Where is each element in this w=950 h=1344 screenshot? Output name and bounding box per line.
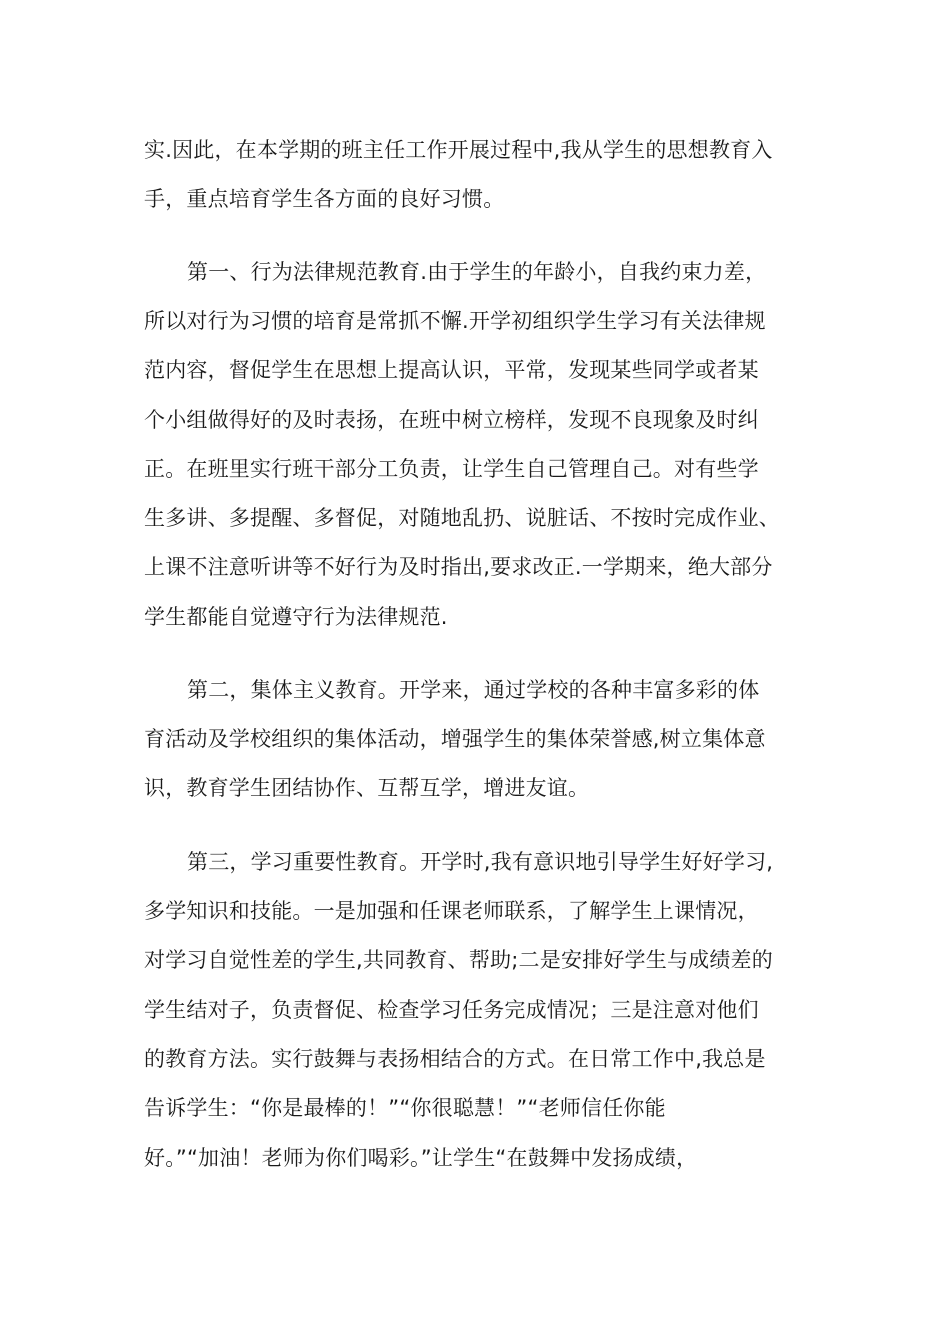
p3-line-3: 对学习自觉性差的学生,共同教育、帮助;二是安排好学生与成绩差的: [144, 948, 773, 972]
p1-line-3: 范内容，督促学生在思想上提高认识，平常，发现某些同学或者某: [144, 358, 759, 382]
p3-line-4: 学生结对子，负责督促、检查学习任务完成情况；三是注意对他们: [144, 998, 759, 1022]
p1-line-6: 生多讲、多提醒、多督促，对随地乱扔、说脏话、不按时完成作业、: [144, 506, 780, 530]
intro-line-2: 手，重点培育学生各方面的良好习惯。: [144, 187, 505, 211]
p2-line-1: 第二，集体主义教育。开学来，通过学校的各种丰富多彩的体: [187, 678, 760, 702]
p3-line-1: 第三，学习重要性教育。开学时,我有意识地引导学生好好学习,: [187, 850, 774, 874]
p3-line-2: 多学知识和技能。一是加强和任课老师联系，了解学生上课情况，: [144, 899, 759, 923]
p1-line-7: 上课不注意听讲等不好行为及时指出,要求改正.一学期来，绝大部分: [144, 555, 773, 579]
p1-line-5: 正。在班里实行班干部分工负责，让学生自己管理自己。对有些学: [144, 457, 759, 481]
p3-line-7: 好。”“加油！老师为你们喝彩。”让学生“在鼓舞中发扬成绩，: [144, 1146, 698, 1170]
intro-line-1: 实.因此，在本学期的班主任工作开展过程中,我从学生的思想教育入: [144, 138, 773, 162]
p1-line-1: 第一、行为法律规范教育.由于学生的年龄小，自我约束力差，: [187, 260, 767, 284]
p1-line-8: 学生都能自觉遵守行为法律规范.: [144, 605, 448, 629]
p2-line-2: 育活动及学校组织的集体活动，增强学生的集体荣誉感,树立集体意: [144, 727, 766, 751]
p2-line-3: 识，教育学生团结协作、互帮互学，增进友谊。: [144, 776, 590, 800]
p1-line-2: 所以对行为习惯的培育是常抓不懈.开学初组织学生学习有关法律规: [144, 309, 766, 333]
p3-line-5: 的教育方法。实行鼓舞与表扬相结合的方式。在日常工作中,我总是: [144, 1047, 766, 1071]
p3-line-6: 告诉学生：“你是最棒的！”“你很聪慧！”“老师信任你能: [144, 1096, 666, 1120]
p1-line-4: 个小组做得好的及时表扬，在班中树立榜样，发现不良现象及时纠: [144, 408, 759, 432]
